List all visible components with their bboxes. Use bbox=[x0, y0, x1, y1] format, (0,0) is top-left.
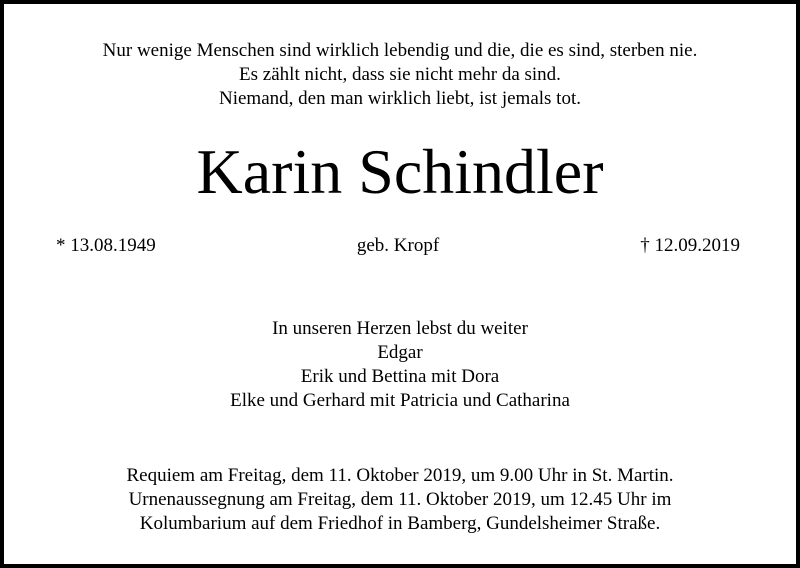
service-line: Kolumbarium auf dem Friedhof in Bamberg, Gundelsheimer Straße. bbox=[139, 513, 661, 534]
birth-date: * 13.08.1949 bbox=[56, 235, 156, 256]
service-line: Requiem am Freitag, dem 11. Oktober 2019, um 9.00 Uhr in St. Martin. bbox=[126, 465, 674, 486]
deceased-name: Karin Schindler bbox=[196, 136, 604, 207]
quote-line: Nur wenige Menschen sind wirklich lebendig und die, die es sind, sterben nie. bbox=[102, 40, 698, 61]
quote-line: Niemand, den man wirklich liebt, ist jemals tot. bbox=[219, 88, 581, 109]
mourners-line: Edgar bbox=[377, 342, 423, 363]
memorial-quote bbox=[4, 39, 796, 111]
maiden-name: geb. Kropf bbox=[356, 235, 440, 256]
death-date: † 12.09.2019 bbox=[640, 235, 740, 256]
mourners-line: In unseren Herzen lebst du weiter bbox=[272, 318, 528, 339]
quote-line: Es zählt nicht, dass sie nicht mehr da sind. bbox=[239, 64, 561, 85]
mourners-line: Elke und Gerhard mit Patricia und Catharina bbox=[230, 390, 570, 411]
mourners-line: Erik und Bettina mit Dora bbox=[300, 366, 500, 387]
service-details bbox=[4, 464, 796, 536]
mourners-block bbox=[4, 317, 796, 413]
service-line: Urnenaussegnung am Freitag, dem 11. Oktober 2019, um 12.45 Uhr im bbox=[128, 489, 672, 510]
life-dates-row bbox=[56, 233, 740, 259]
